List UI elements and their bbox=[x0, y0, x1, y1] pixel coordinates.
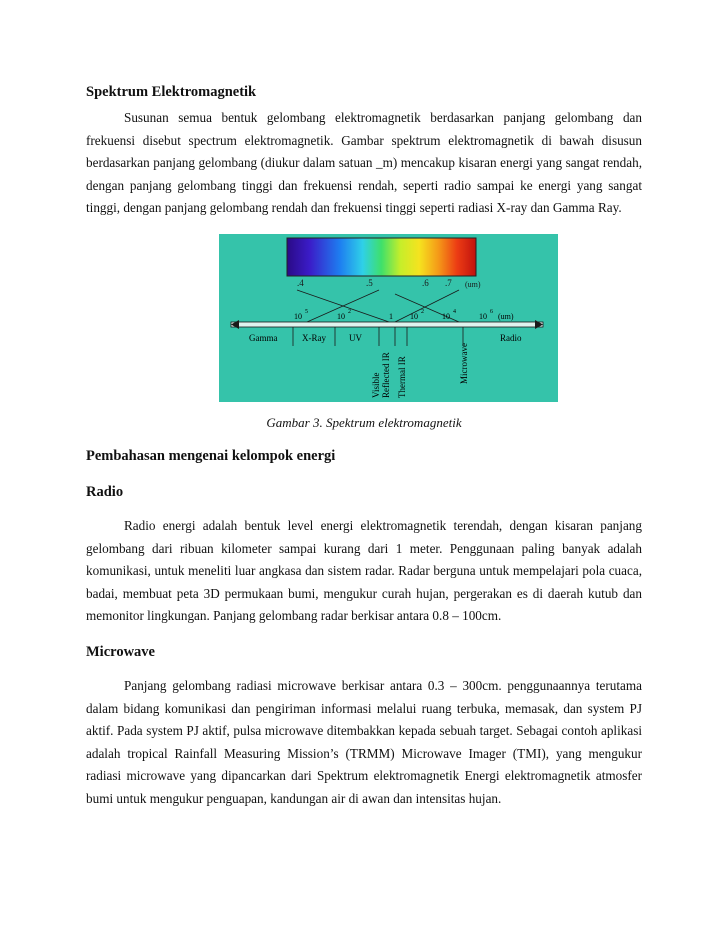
section-title-radio: Radio bbox=[86, 483, 124, 500]
band-label-gamma: Gamma bbox=[249, 332, 278, 343]
tick-label-07: .7 bbox=[445, 277, 452, 288]
figure-caption: Gambar 3. Spektrum elektromagnetik bbox=[266, 414, 462, 430]
section-title-kelompok-energi: Pembahasan mengenai kelompok energi bbox=[86, 447, 336, 464]
main-unit-label: (um) bbox=[498, 311, 514, 321]
band-label-xray: X-Ray bbox=[302, 332, 326, 343]
main-tick-base-3: 10 bbox=[410, 311, 418, 321]
vertical-label-reflected-ir: Reflected IR bbox=[381, 352, 391, 398]
visible-unit-label: (um) bbox=[465, 279, 481, 289]
main-axis bbox=[231, 322, 543, 327]
visible-color-bar bbox=[287, 238, 476, 276]
main-tick-base-2: 10 bbox=[337, 311, 345, 321]
main-tick-exp-4: 4 bbox=[453, 308, 456, 315]
axis-arrow-left bbox=[231, 320, 239, 329]
vertical-label-microwave: Microwave bbox=[459, 342, 469, 384]
paragraph-radio: Radio energi adalah bentuk level energi elektromagnetik terendah, dengan kisaran panjang gelombang dari ribuan kilometer sampai kurang dari 1 meter. Penggunaan paling banyak adalah komunikasi, untuk meneliti luar angkasa dan sistem radar. Radar berguna untuk mempelajari pola cuaca, badai, membuat peta 3D permukaan bumi, mengukur curah hujan, pergerakan es di daerah kutub dan memonitor lingkungan. Panjang gelombang radar berkisar antara 0.8 – 100cm. bbox=[86, 517, 642, 624]
section-title-microwave: Microwave bbox=[86, 643, 155, 660]
section-title-spektrum: Spektrum Elektromagnetik bbox=[86, 84, 257, 100]
tick-label-05: .5 bbox=[366, 277, 373, 288]
spectrum-diagram bbox=[219, 234, 558, 402]
vertical-label-thermal-ir: Thermal IR bbox=[397, 356, 407, 398]
main-tick-exp-2: 2 bbox=[348, 308, 351, 315]
main-tick-base-4: 10 bbox=[442, 311, 450, 321]
band-label-uv: UV bbox=[349, 332, 362, 343]
main-tick-exp-5: 6 bbox=[490, 308, 493, 315]
spectrum-figure bbox=[219, 234, 558, 402]
main-tick-exp-1: 5 bbox=[305, 308, 308, 315]
band-label-radio: Radio bbox=[500, 332, 522, 343]
main-tick-base-1: 10 bbox=[294, 311, 302, 321]
paragraph-microwave: Panjang gelombang radiasi microwave berkisar antara 0.3 – 300cm. penggunaannya terutama dalam bidang komunikasi dan pengiriman informasi melalui ruang terbuka, memasak, dan system PJ aktif. Pada system PJ aktif, pulsa microwave ditembakkan kepada sebuah target. Sebagai contoh aplikasi adalah tropical Rainfall Measuring Mission’s (TRMM) Microwave Imager (TMI), yang mengukur radiasi microwave yang dipancarkan dari Spektrum elektromagnetik Energi elektromagnetik atmosfer bumi untuk mengukur penguapan, kandungan air di awan dan intensitas hujan. bbox=[86, 677, 642, 806]
document-page bbox=[86, 82, 642, 811]
tick-label-06: .6 bbox=[422, 277, 429, 288]
axis-arrow-right bbox=[535, 320, 543, 329]
vertical-label-visible: Visible bbox=[371, 372, 381, 398]
main-tick-base-5: 10 bbox=[479, 311, 487, 321]
paragraph-spektrum: Susunan semua bentuk gelombang elektromagnetik berdasarkan panjang gelombang dan frekuensi disebut spectrum elektromagnetik. Gambar spektrum elektromagnetik di bawah disusun berdasarkan panjang gelombang (diukur dalam satuan _m) mencakup kisaran energi yang sangat rendah, dengan panjang gelombang tinggi dan frekuensi rendah, seperti radio sampai ke energi yang sangat tinggi, dengan panjang gelombang rendah dan frekuensi tinggi seperti radiasi X-ray dan Gamma Ray. bbox=[86, 110, 642, 216]
tick-label-04: .4 bbox=[297, 277, 304, 288]
main-tick-one: 1 bbox=[389, 311, 393, 321]
main-tick-exp-3: 2 bbox=[421, 308, 424, 315]
